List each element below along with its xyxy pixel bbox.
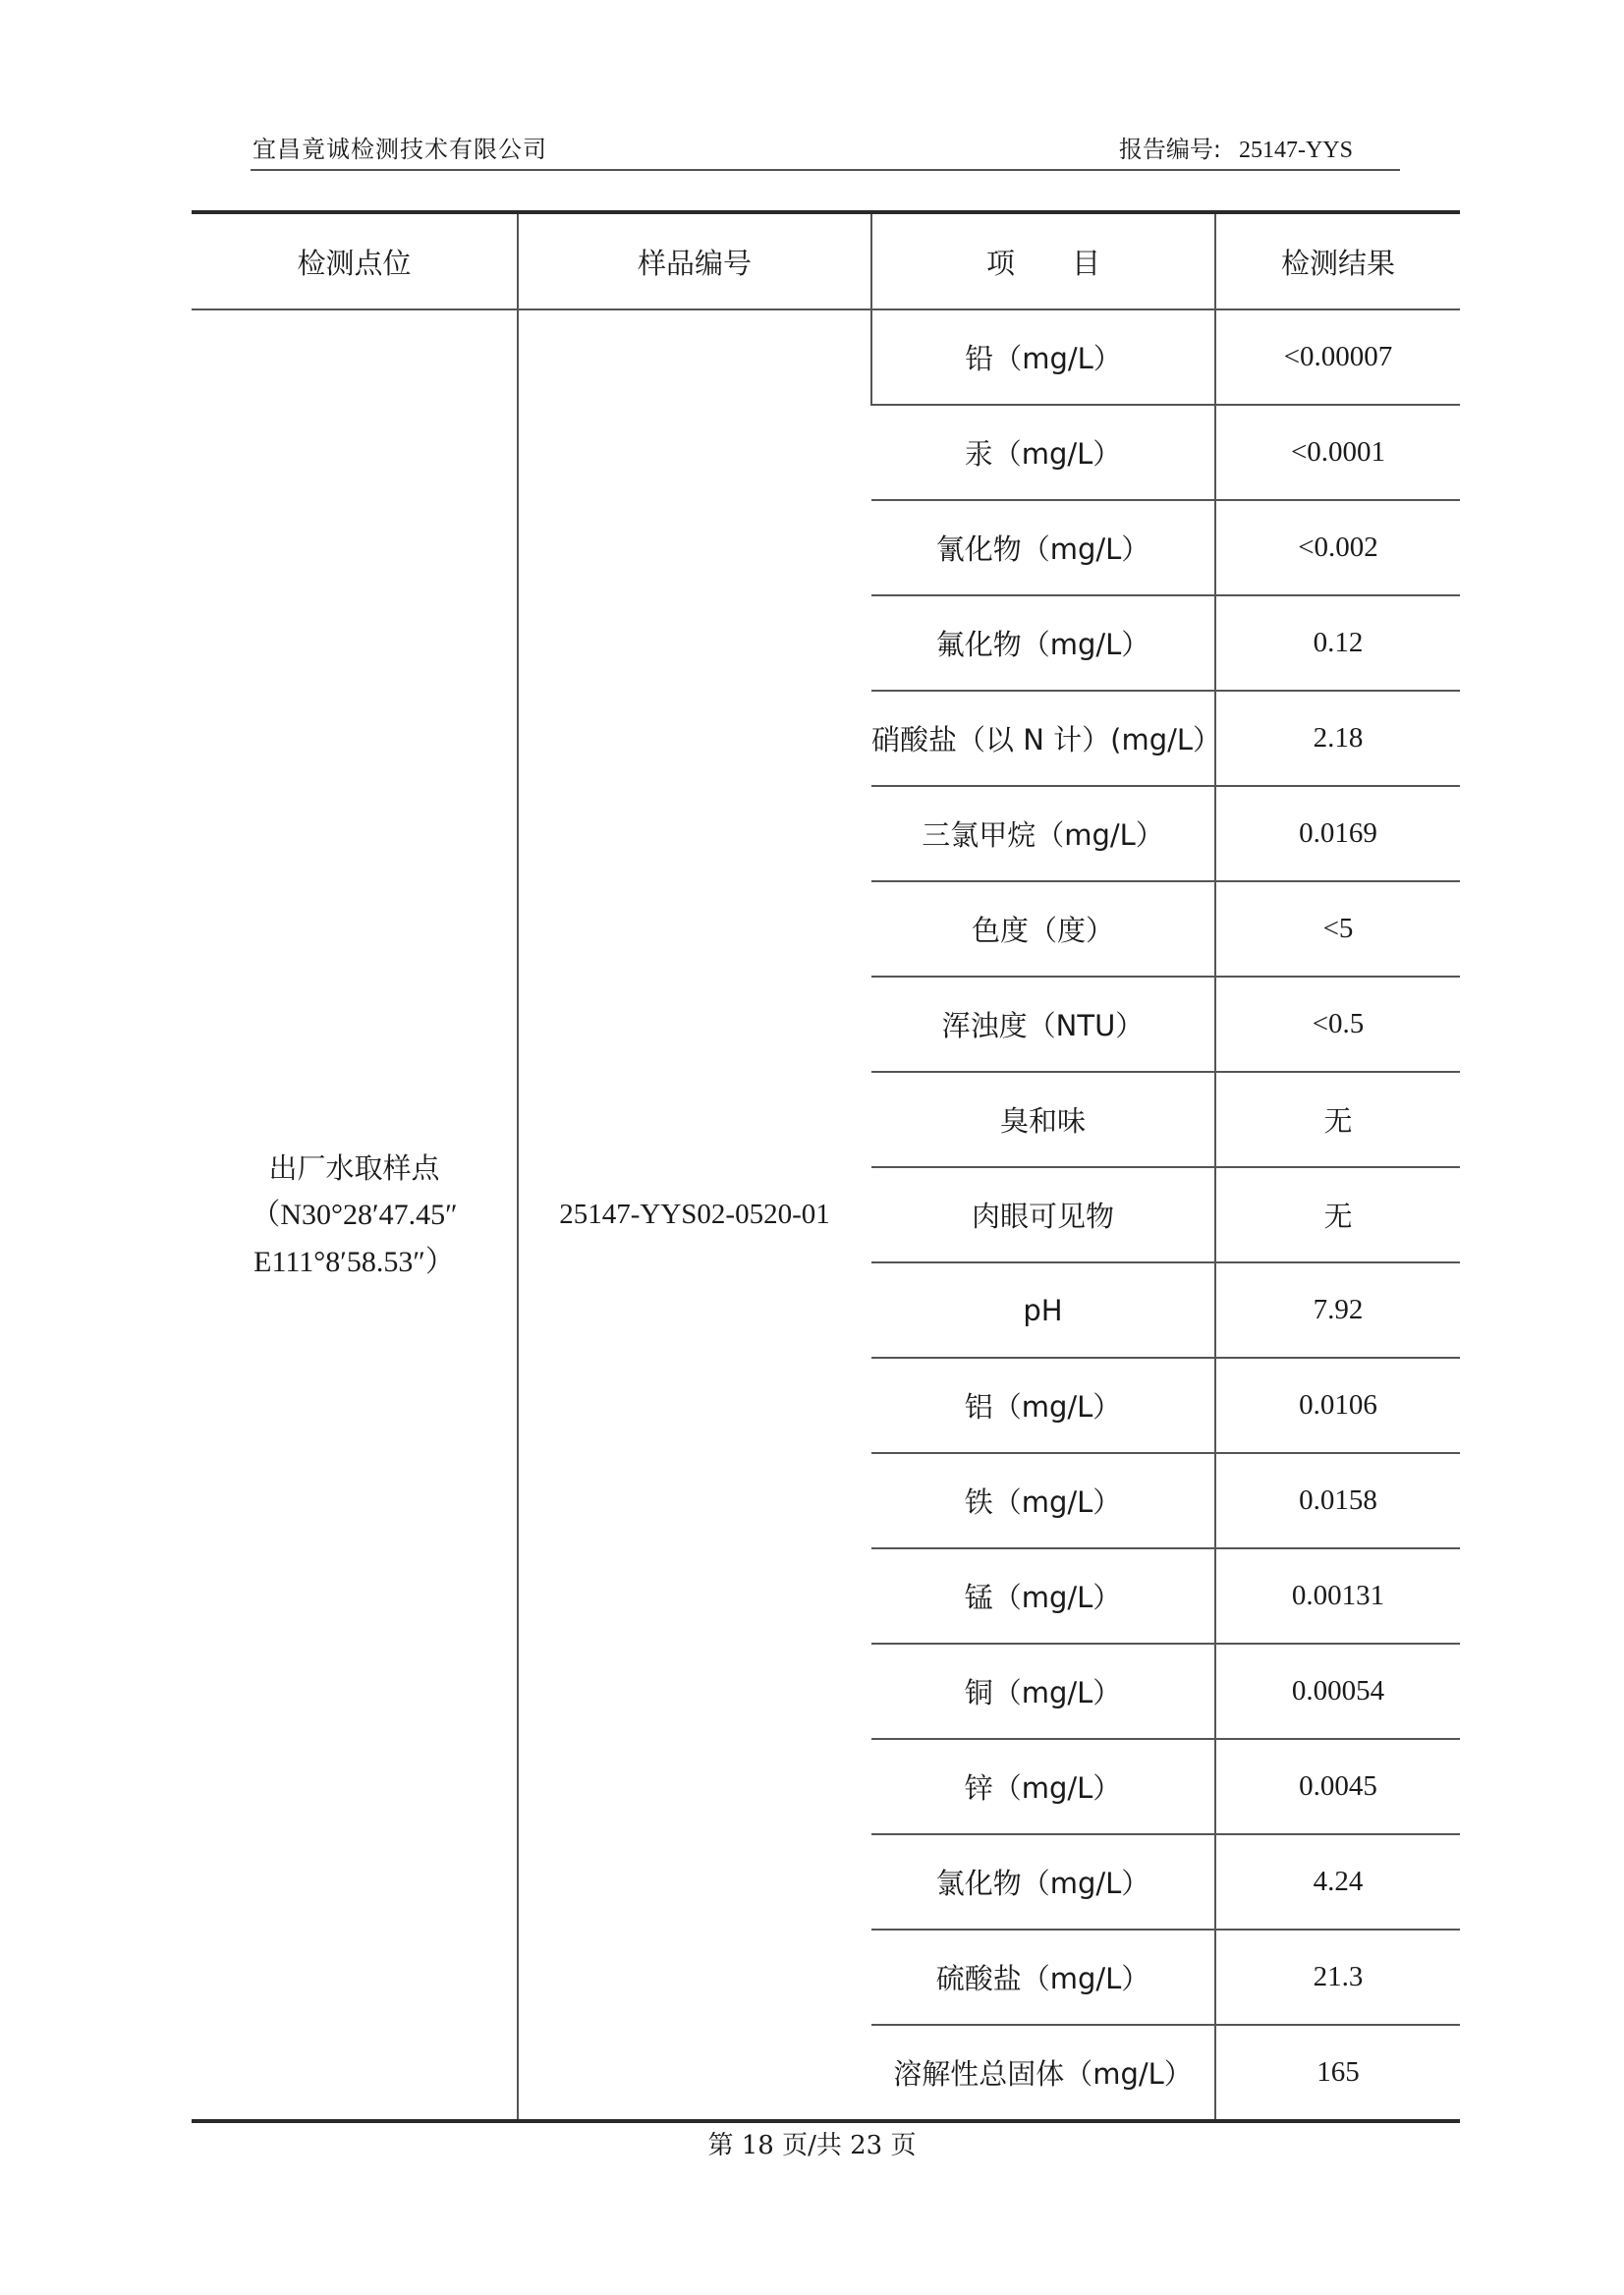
test-result: 无 xyxy=(1215,1072,1460,1167)
column-header-sample-id: 样品编号 xyxy=(518,212,871,309)
test-result: 0.00131 xyxy=(1215,1548,1460,1644)
sampling-location-line: （N30°28′47.45″ xyxy=(251,1198,458,1231)
test-result: <0.5 xyxy=(1215,977,1460,1072)
sampling-location-line: 出厂水取样点 xyxy=(268,1150,440,1185)
test-item: 臭和味 xyxy=(871,1072,1215,1167)
test-item: 铝（mg/L） xyxy=(871,1358,1215,1453)
column-header-item: 项 目 xyxy=(871,212,1215,309)
test-result: 0.0045 xyxy=(1215,1739,1460,1834)
test-result: 0.0106 xyxy=(1215,1358,1460,1453)
test-item: 溶解性总固体（mg/L） xyxy=(893,2057,1193,2091)
test-result: <0.002 xyxy=(1215,500,1460,595)
test-result: <0.00007 xyxy=(1215,309,1460,405)
test-item: 浑浊度（NTU） xyxy=(871,977,1215,1072)
test-result: 0.00054 xyxy=(1215,1644,1460,1739)
results-table xyxy=(192,210,1460,2123)
test-item: 色度（度） xyxy=(871,881,1215,977)
test-result: 4.24 xyxy=(1215,1834,1460,1930)
page-footer: 第 18 页/共 23 页 xyxy=(707,2131,917,2160)
test-item: 氟化物（mg/L） xyxy=(871,595,1215,691)
sampling-location-line: E111°8′58.53″） xyxy=(253,1245,455,1278)
sampling-location xyxy=(192,309,518,2121)
test-result: 0.12 xyxy=(1215,595,1460,691)
test-item: 硝酸盐（以 N 计）(mg/L） xyxy=(871,691,1215,786)
company-name: 宜昌竟诚检测技术有限公司 xyxy=(252,136,547,163)
report-number-label: 报告编号: xyxy=(1118,136,1221,163)
test-result: 165 xyxy=(1215,2025,1460,2121)
report-number-value: 25147-YYS xyxy=(1238,138,1353,163)
test-item: pH xyxy=(871,1262,1215,1358)
test-item: 肉眼可见物 xyxy=(871,1167,1215,1262)
page-header xyxy=(251,126,1400,171)
test-item: 锌（mg/L） xyxy=(871,1739,1215,1834)
test-result: <0.0001 xyxy=(1215,405,1460,500)
column-header-result: 检测结果 xyxy=(1215,212,1460,309)
test-result: 0.0158 xyxy=(1215,1453,1460,1548)
test-item: 铜（mg/L） xyxy=(871,1644,1215,1739)
column-header-location: 检测点位 xyxy=(192,212,518,309)
test-item: 汞（mg/L） xyxy=(871,405,1215,500)
test-item: 铁（mg/L） xyxy=(871,1453,1215,1548)
test-result: 2.18 xyxy=(1215,691,1460,786)
test-result: 21.3 xyxy=(1215,1930,1460,2025)
table-header-row xyxy=(192,212,1460,309)
test-item: 铅（mg/L） xyxy=(871,309,1215,405)
test-result: 无 xyxy=(1215,1167,1460,1262)
report-number xyxy=(1119,130,1353,164)
test-item: 三氯甲烷（mg/L） xyxy=(871,786,1215,881)
test-item: 硫酸盐（mg/L） xyxy=(871,1930,1215,2025)
sample-id: 25147-YYS02-0520-01 xyxy=(518,309,871,2121)
test-item: 氰化物（mg/L） xyxy=(871,500,1215,595)
test-result: 0.0169 xyxy=(1215,786,1460,881)
test-result: <5 xyxy=(1215,881,1460,977)
test-item: 氯化物（mg/L） xyxy=(871,1834,1215,1930)
test-result: 7.92 xyxy=(1215,1262,1460,1358)
table-row xyxy=(192,309,1460,405)
test-item: 锰（mg/L） xyxy=(871,1548,1215,1644)
